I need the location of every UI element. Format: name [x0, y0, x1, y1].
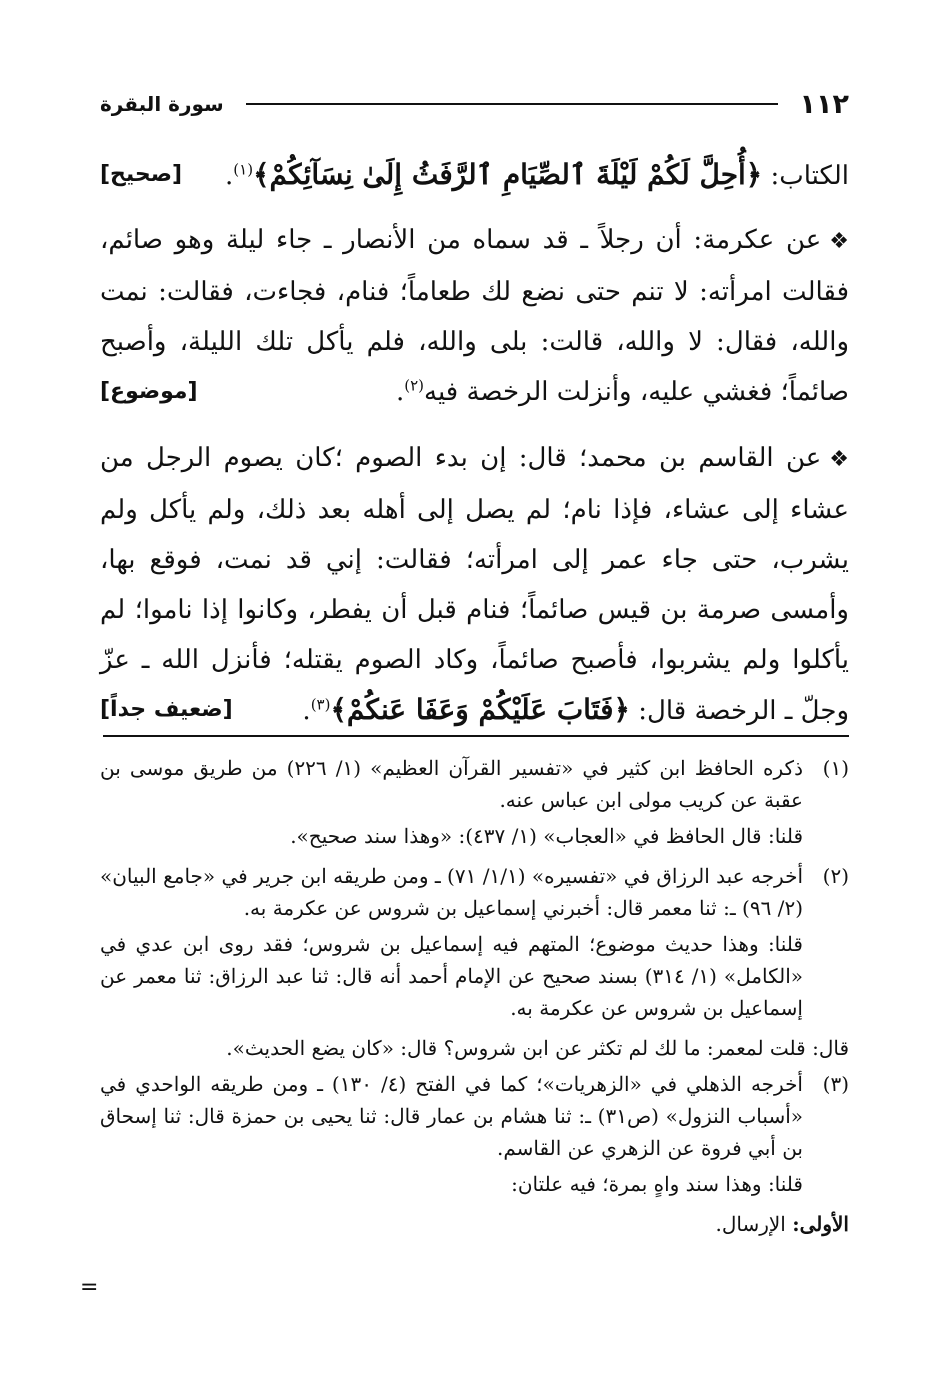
- quran-verse: ﴿أُحِلَّ لَكُمْ لَيْلَةَ ٱلصِّيَامِ ٱلرَّفَثُ إِلَىٰ نِسَآئِكُمْ﴾: [253, 158, 763, 191]
- footnote-line: قلنا: وهذا سند واهٍ بمرة؛ فيه علتان:: [511, 1172, 803, 1196]
- grade-label: [موضوع]: [100, 379, 198, 404]
- paragraph-3: [100, 433, 849, 736]
- footnote-separator: [103, 735, 849, 737]
- footnote-marker: (١): [233, 160, 254, 179]
- paragraph-suffix: .: [302, 696, 311, 726]
- footnote-3: [100, 1068, 849, 1204]
- footnote-line: قلنا: قال الحافظ في «العجاب» (١/ ٤٣٧): «وهذا سند صحيح».: [290, 824, 803, 848]
- footnote-body: [100, 860, 803, 1028]
- grade-label: [صحيح]: [100, 162, 183, 187]
- footnote-number: (٢): [822, 864, 849, 888]
- footnote-line: قلنا: وهذا حديث موضوع؛ المتهم فيه إسماعيل بن شروس؛ فقد روى ابن عدي في «الكامل» (١/ ٣١٤) بسند صحيح عن الإمام أحمد أنه قال: ثنا عبد الرزاق: ثنا معمر عن إسماعيل بن شروس عن عكرمة به.: [100, 932, 803, 1020]
- footnote-marker: (٢): [404, 376, 424, 395]
- header-rule: [246, 103, 778, 105]
- page-number: ١١٢: [799, 88, 849, 120]
- main-text: [100, 150, 849, 752]
- footnote-marker: (٣): [310, 695, 331, 714]
- diamond-bullet-icon: ❖: [829, 447, 849, 472]
- footnote-number: (٣): [822, 1072, 849, 1096]
- continuation-mark: =: [80, 1275, 99, 1300]
- paragraph-1: [100, 150, 849, 201]
- paragraph-suffix: .: [225, 161, 234, 191]
- footnote-body: [100, 752, 803, 856]
- footnote-line: أخرجه الذهلي في «الزهريات»؛ كما في الفتح (٤/ ١٣٠) ـ ومن طريقه الواحدي في «أسباب النزول» (ص٣١) ـ: ثنا هشام بن عمار قال: ثنا يحيى بن حمزة قال: ثنا إسحاق بن أبي فروة عن الزهري عن القاسم.: [100, 1072, 803, 1160]
- list-text: الإرسال.: [715, 1212, 793, 1236]
- footnote-list-item: [100, 1208, 849, 1240]
- grade-label: [ضعيف جداً]: [100, 697, 233, 722]
- page-header: [100, 84, 849, 124]
- footnote-line: أخرجه عبد الرزاق في «تفسيره» (١/١/ ٧١) ـ ومن طريقه ابن جرير في «جامع البيان» (٢/ ٩٦) ـ: ثنا معمر قال: أخبرني إسماعيل بن شروس عن عكرمة به.: [100, 864, 804, 920]
- quran-verse: ﴿فَتَابَ عَلَيْكُمْ وَعَفَا عَنكُمْ﴾: [330, 693, 630, 726]
- footnotes: [100, 752, 849, 1244]
- footnote-number: (١): [822, 756, 849, 780]
- list-label: الأولى:: [792, 1212, 849, 1236]
- paragraph-prefix: الكتاب:: [762, 161, 849, 191]
- paragraph-suffix: .: [395, 377, 405, 407]
- paragraph-text: عن عكرمة: أن رجلاً ـ قد سماه من الأنصار ـ جاء ليلة وهو صائم، فقالت امرأته: لا تنم حتى نضع لك طعاماً؛ فنام، فجاءت، فقالت: نمت والله، فقال: لا والله، قالت: بلى والله، فلم يأكل تلك الليلة، وأصبح صائماً؛ فغشي عليه، وأنزلت الرخصة فيه: [100, 225, 849, 407]
- footnote-continuation: قال: قلت لمعمر: ما لك لم تكثر عن ابن شروس؟ قال: «كان يضع الحديث».: [226, 1036, 849, 1060]
- paragraph-2: [100, 215, 849, 417]
- footnote-2: [100, 860, 849, 1028]
- diamond-bullet-icon: ❖: [829, 229, 849, 254]
- footnote-1: [100, 752, 849, 856]
- footnote-line: ذكره الحافظ ابن كثير في «تفسير القرآن العظيم» (١/ ٢٢٦) من طريق موسى بن عقبة عن كريب مولى ابن عباس عنه.: [100, 756, 803, 812]
- surah-title: سورة البقرة: [100, 92, 224, 116]
- footnote-body: [100, 1068, 803, 1204]
- paragraph-text: عن القاسم بن محمد؛ قال: إن بدء الصوم ؛كان يصوم الرجل من عشاء إلى عشاء، فإذا نام؛ لم يصل إلى أهله بعد ذلك، ولم يأكل ولم يشرب، حتى جاء عمر إلى امرأته؛ فقالت: إني قد نمت، فوقع بها، وأمسى صرمة بن قيس صائماً؛ فنام قبل أن يفطر، وكانوا إذا ناموا؛ لم يأكلوا ولم يشربوا، فأصبح صائماً، وكاد الصوم يقتله؛ فأنزل الله ـ عزّ وجلّ ـ الرخصة قال:: [100, 443, 849, 726]
